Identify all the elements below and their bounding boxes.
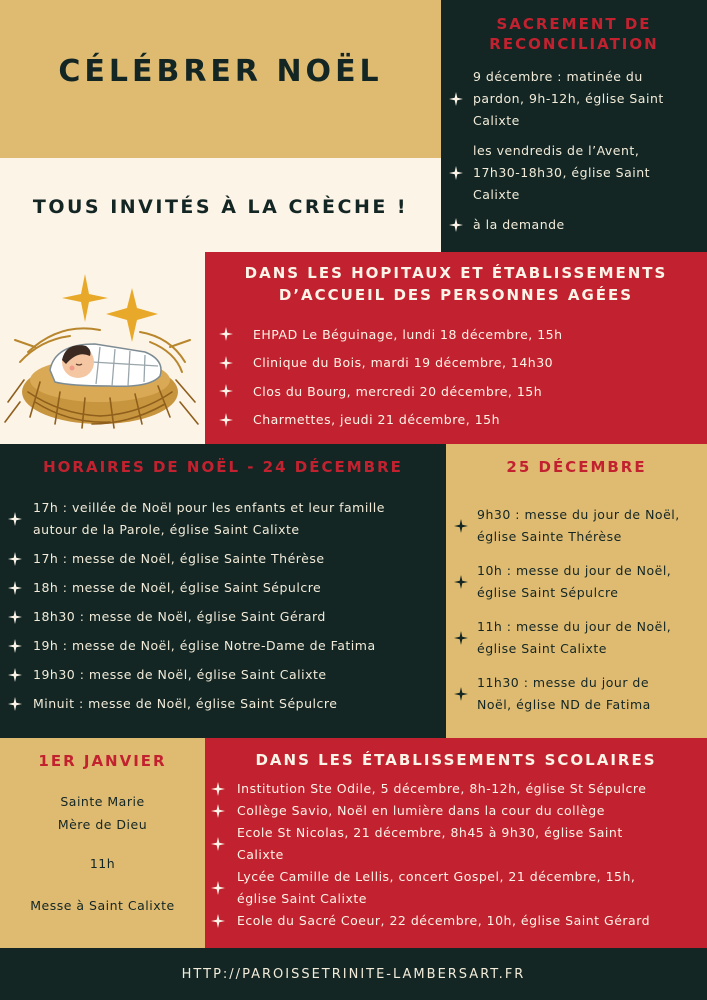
christmas-day-section [446,444,707,738]
list-item-line: 11h : messe du jour de Noël, [477,619,672,634]
list-item-text [253,355,553,370]
list-item-line: Institution Ste Odile, 5 décembre, 8h-12h, église St Sépulcre [237,781,647,796]
hospital-item [219,377,701,406]
list-item-line: EHPAD Le Béguinage, lundi 18 décembre, 15h [253,326,563,342]
list-item-text [253,384,542,399]
new-year-feast-line: Mère de Dieu [57,817,148,832]
christmas-eve-list [8,497,440,722]
list-item-line: Clinique du Bois, mardi 19 décembre, 14h30 [253,355,554,371]
list-item-text [33,497,385,541]
school-item [211,822,703,866]
footer [0,948,707,1000]
hospitals-list [219,320,701,434]
sparkle-star-icon [449,92,463,106]
list-item-line: Calixte [473,113,520,128]
hospital-item [219,320,701,349]
list-item-text [33,548,325,570]
baby-icon [50,344,161,386]
christmas-day-item [454,504,703,548]
list-item-text [477,672,651,716]
list-item-line: 17h : messe de Noël, église Sainte Thérèse [33,551,325,566]
list-item-text [33,577,321,599]
sparkle-star-icon [8,639,22,653]
list-item-text [237,800,605,822]
reconciliation-section [441,0,707,252]
reconciliation-item [449,214,701,236]
list-item-text [253,412,500,427]
list-item-line: à la demande [473,217,565,232]
christmas-day-item [454,672,703,716]
sparkle-star-icon [8,581,22,595]
list-item-text [237,822,623,866]
school-item [211,800,703,822]
new-year-heading: 1ER JANVIER [38,752,167,770]
list-item-line: Ecole St Nicolas, 21 décembre, 8h45 à 9h30, église Saint [237,825,623,840]
sparkle-star-icon [211,782,225,796]
sparkle-star-icon [219,327,233,341]
list-item-line: église Sainte Thérèse [477,529,622,544]
list-item-line: autour de la Parole, église Saint Calixte [33,522,300,537]
new-year-feast-line: Sainte Marie [60,794,145,809]
list-item-line: les vendredis de l’Avent, [473,143,640,158]
list-item-line: Clos du Bourg, mercredi 20 décembre, 15h [253,383,543,399]
christmas-eve-item [8,497,440,541]
parish-website-link[interactable]: HTTP://PAROISSETRINITE-LAMBERSART.FR [181,967,526,982]
sparkle-star-icon [8,668,22,682]
list-item-text [477,504,680,548]
christmas-day-item [454,616,703,660]
reconciliation-item [449,140,701,206]
hospitals-heading-line: DANS LES HOPITAUX ET ÉTABLISSEMENTS [244,264,668,282]
sparkle-star-icon [211,837,225,851]
list-item-line: 9 décembre : matinée du [473,69,643,84]
christmas-eve-heading: HORAIRES DE NOËL - 24 DÉCEMBRE [43,458,403,476]
list-item-line: 18h30 : messe de Noël, église Saint Gérard [33,609,326,624]
sparkle-star-icon [8,512,22,526]
list-item-line: 19h : messe de Noël, église Notre-Dame de Fatima [33,638,376,653]
list-item-line: 18h : messe de Noël, église Saint Sépulcre [33,580,322,595]
sparkle-star-icon [8,610,22,624]
list-item-text [473,214,565,236]
sparkle-star-icon [449,218,463,232]
sparkle-star-icon [8,552,22,566]
list-item-text [33,635,376,657]
christmas-eve-item [8,548,440,570]
christmas-eve-item [8,635,440,657]
sparkle-star-icon [449,166,463,180]
reconciliation-heading-line: SACREMENT DE [496,15,652,33]
christmas-day-list [454,504,703,728]
list-item-text [477,616,671,660]
reconciliation-item [449,66,701,132]
list-item-line: Lycée Camille de Lellis, concert Gospel, 21 décembre, 15h, [237,869,636,884]
list-item-line: pardon, 9h-12h, église Saint [473,91,664,106]
list-item-text [473,140,650,206]
christmas-eve-item [8,577,440,599]
sparkle-star-icon [219,384,233,398]
schools-heading: DANS LES ÉTABLISSEMENTS SCOLAIRES [255,751,657,769]
baby-in-manger-illustration [0,252,205,444]
nativity-illustration-block [0,252,205,444]
list-item-line: Ecole du Sacré Coeur, 22 décembre, 10h, église Saint Gérard [237,913,651,928]
list-item-text [237,778,646,800]
sparkle-star-icon [211,914,225,928]
sparkle-star-icon [454,575,468,589]
christmas-day-heading: 25 DÉCEMBRE [506,458,647,476]
list-item-text [237,910,650,932]
school-item [211,778,703,800]
list-item-line: Calixte [473,187,520,202]
list-item-line: église Saint Calixte [237,891,367,906]
title-block [0,0,441,158]
sparkle-star-icon [8,697,22,711]
list-item-line: 9h30 : messe du jour de Noël, [477,507,680,522]
hospitals-heading [205,262,707,306]
invite-block [0,158,441,252]
list-item-line: Charmettes, jeudi 21 décembre, 15h [253,412,501,428]
schools-section [205,738,707,948]
christmas-eve-item [8,606,440,628]
hospitals-section [205,252,707,444]
new-year-mass: Messe à Saint Calixte [30,898,175,913]
christmas-day-item [454,560,703,604]
list-item-line: Calixte [237,847,284,862]
sparkle-star-icon [219,413,233,427]
list-item-line: 10h : messe du jour de Noël, [477,563,672,578]
school-item [211,910,703,932]
sparkle-star-icon [211,881,225,895]
reconciliation-heading [441,14,707,54]
christmas-eve-item [8,693,440,715]
christmas-eve-item [8,664,440,686]
list-item-line: Minuit : messe de Noël, église Saint Sépulcre [33,696,338,711]
list-item-text [237,866,635,910]
sparkle-star-icon [454,631,468,645]
page-subtitle: TOUS INVITÉS À LA CRÈCHE ! [32,196,409,218]
list-item-text [473,66,664,132]
list-item-line: Noël, église ND de Fatima [477,697,651,712]
list-item-line: 19h30 : messe de Noël, église Saint Calixte [33,667,327,682]
hospital-item [219,349,701,378]
list-item-text [33,664,327,686]
list-item-text [33,693,337,715]
school-item [211,866,703,910]
list-item-text [253,327,563,342]
sparkle-star-icon [211,804,225,818]
new-year-section [0,738,205,948]
reconciliation-heading-line: RECONCILIATION [489,35,659,53]
page-title: CÉLÉBRER NOËL [58,54,383,89]
list-item-text [33,606,326,628]
sparkle-star-icon [454,519,468,533]
list-item-line: 11h30 : messe du jour de [477,675,650,690]
hospital-item [219,406,701,435]
list-item-text [477,560,671,604]
list-item-line: Collège Savio, Noël en lumière dans la cour du collège [237,803,605,818]
schools-list [211,778,703,932]
christmas-eve-section [0,444,446,738]
reconciliation-list [449,66,701,244]
list-item-line: église Saint Sépulcre [477,585,619,600]
list-item-line: 17h30-18h30, église Saint [473,165,651,180]
list-item-line: église Saint Calixte [477,641,607,656]
sparkle-star-icon [219,356,233,370]
sparkle-star-icon [454,687,468,701]
hospitals-heading-line: D’ACCUEIL DES PERSONNES AGÉES [278,286,634,304]
new-year-time: 11h [89,856,116,871]
list-item-line: 17h : veillée de Noël pour les enfants et leur famille [33,500,385,515]
